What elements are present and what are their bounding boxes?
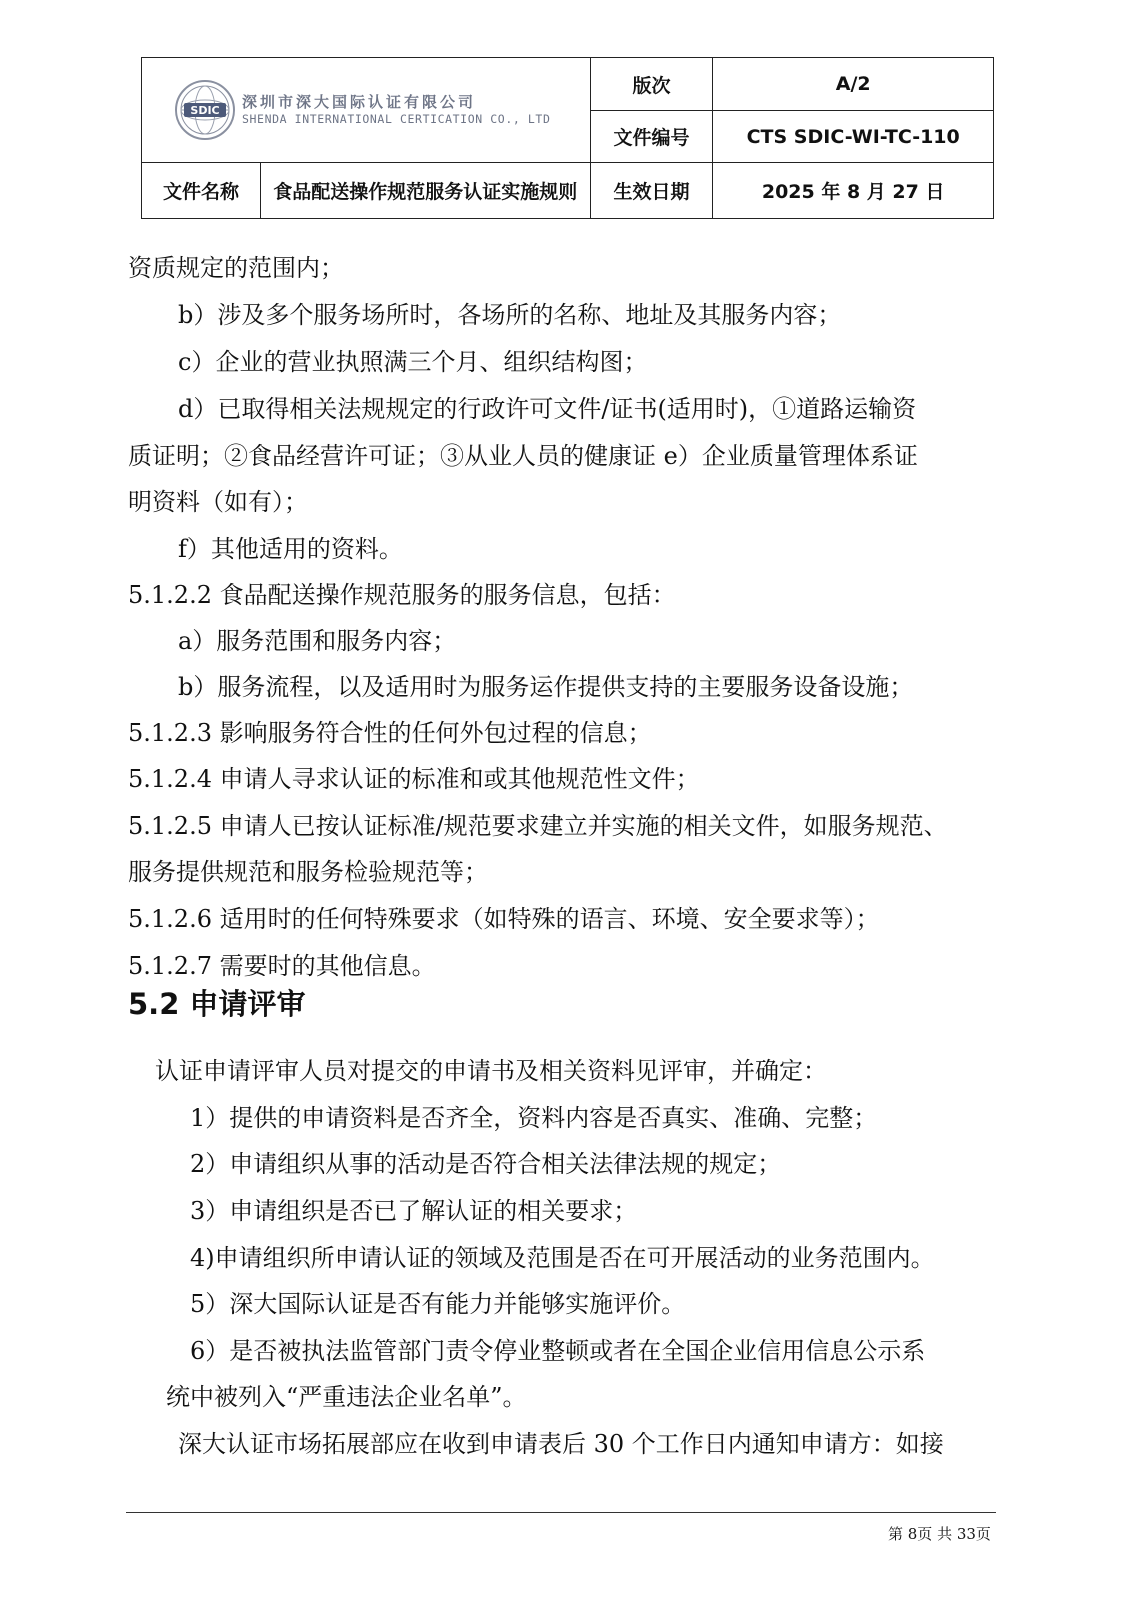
- header-table: [141, 57, 994, 219]
- body-line: 明资料（如有）；: [128, 488, 308, 516]
- body-line: 5.1.2.2 食品配送操作规范服务的服务信息，包括：: [128, 581, 676, 609]
- svg-text:SDIC: SDIC: [190, 104, 220, 117]
- page-number: 第 8页 共 33页: [888, 1525, 991, 1543]
- version-label: 版次: [590, 58, 713, 111]
- review-line: 3）申请组织是否已了解认证的相关要求；: [190, 1197, 638, 1225]
- review-line: 深大认证市场拓展部应在收到申请表后 30 个工作日内通知申请方：如接: [178, 1430, 944, 1458]
- body-line: 5.1.2.7 需要时的其他信息。: [128, 952, 436, 980]
- footer-divider: [126, 1512, 996, 1513]
- review-line: 2）申请组织从事的活动是否符合相关法律法规的规定；: [190, 1150, 782, 1178]
- review-line: 统中被列入“严重违法企业名单”。: [166, 1383, 527, 1411]
- body-line: f）其他适用的资料。: [178, 535, 403, 563]
- company-name-en: SHENDA INTERNATIONAL CERTICATION CO., LTD: [242, 112, 551, 127]
- body-line: a）服务范围和服务内容；: [178, 627, 457, 655]
- body-line: c）企业的营业执照满三个月、组织结构图；: [178, 348, 648, 376]
- body-line: d）已取得相关法规规定的行政许可文件/证书(适用时)，①道路运输资: [178, 395, 917, 423]
- doc-name-label: 文件名称: [142, 163, 261, 219]
- body-line: b）涉及多个服务场所时，各场所的名称、地址及其服务内容；: [178, 301, 842, 329]
- review-line: 4)申请组织所申请认证的领域及范围是否在可开展活动的业务范围内。: [190, 1244, 935, 1272]
- body-line: 资质规定的范围内；: [128, 254, 344, 282]
- review-line: 1）提供的申请资料是否齐全，资料内容是否真实、准确、完整；: [190, 1104, 878, 1132]
- doc-name-value: 食品配送操作规范服务认证实施规则: [260, 163, 590, 219]
- effective-date-value: 2025 年 8 月 27 日: [713, 163, 994, 219]
- version-value: A/2: [713, 58, 994, 111]
- body-line: 5.1.2.6 适用时的任何特殊要求（如特殊的语言、环境、安全要求等）；: [128, 905, 880, 933]
- body-line: 5.1.2.3 影响服务符合性的任何外包过程的信息；: [128, 719, 652, 747]
- review-line: 认证申请评审人员对提交的申请书及相关资料见评审，并确定：: [155, 1057, 827, 1085]
- body-line: 质证明；②食品经营许可证；③从业人员的健康证 e）企业质量管理体系证: [128, 442, 918, 470]
- section-heading: 5.2 申请评审: [128, 987, 306, 1021]
- company-name-cn: 深圳市深大国际认证有限公司: [242, 93, 477, 112]
- doc-number-value: CTS SDIC-WI-TC-110: [713, 111, 994, 163]
- company-logo-cell: [142, 58, 591, 163]
- body-line: 服务提供规范和服务检验规范等；: [128, 858, 488, 886]
- body-line: b）服务流程，以及适用时为服务运作提供支持的主要服务设备设施；: [178, 673, 914, 701]
- body-line: 5.1.2.5 申请人已按认证标准/规范要求建立并实施的相关文件，如服务规范、: [128, 812, 948, 840]
- effective-date-label: 生效日期: [590, 163, 713, 219]
- review-line: 5）深大国际认证是否有能力并能够实施评价。: [190, 1290, 686, 1318]
- body-line: 5.1.2.4 申请人寻求认证的标准和或其他规范性文件；: [128, 765, 700, 793]
- doc-number-label: 文件编号: [590, 111, 713, 163]
- review-line: 6）是否被执法监管部门责令停业整顿或者在全国企业信用信息公示系: [190, 1337, 926, 1365]
- company-logo: [174, 79, 236, 141]
